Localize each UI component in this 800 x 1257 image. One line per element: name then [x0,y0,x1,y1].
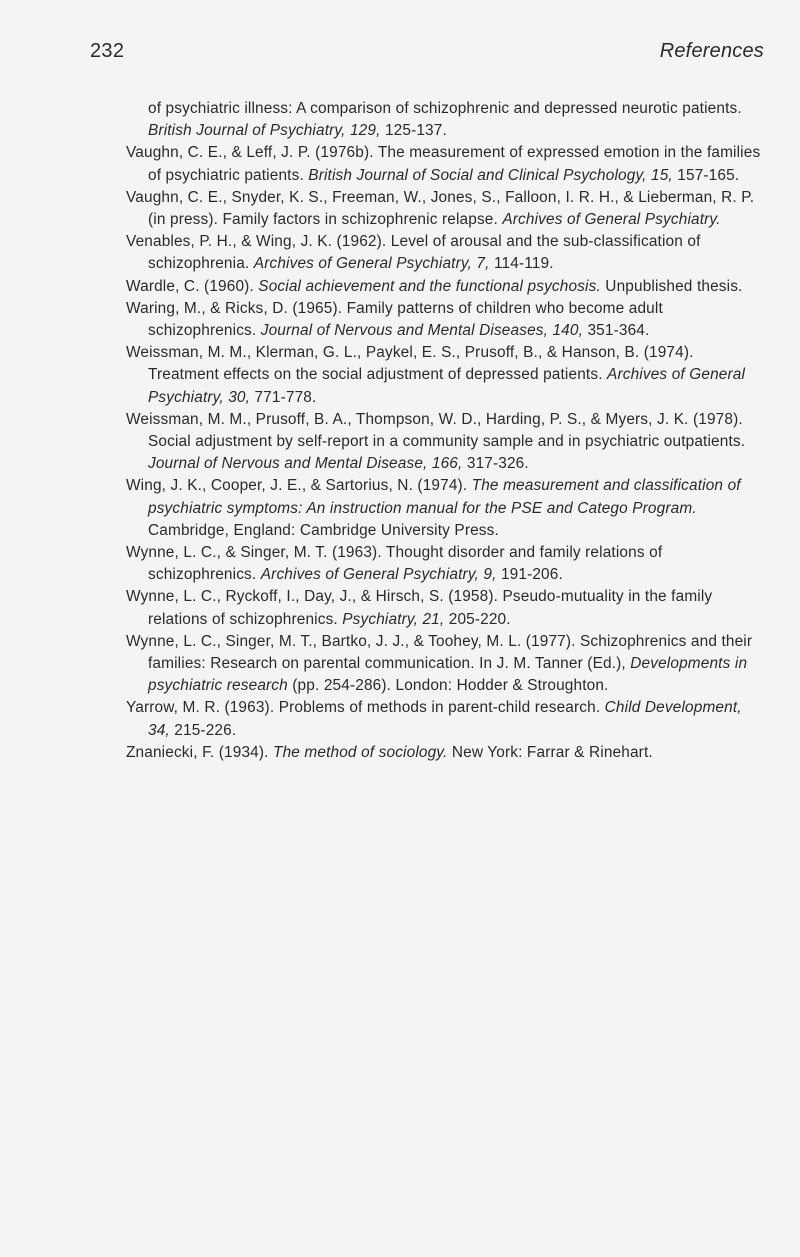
reference-text: 125-137. [380,122,447,140]
reference-source-title: Child Development, 34, [148,699,742,739]
reference-entry [126,98,766,142]
reference-source-title: Archives of General Psychiatry. [502,211,721,229]
reference-source-title: Archives of General Psychiatry, 9, [260,566,497,584]
running-head: References [659,40,764,62]
reference-entry [126,276,766,298]
reference-source-title: British Journal of Psychiatry, 129, [148,122,381,140]
reference-text: Vaughn, C. E., & Leff, J. P. (1976b). The measurement of expressed emotion in the families of psychiatric patients. [126,144,761,184]
reference-entry [126,342,766,409]
reference-text: New York: Farrar & Rinehart. [447,743,653,761]
reference-entry [126,631,766,698]
reference-source-title: Journal of Nervous and Mental Diseases, 140, [260,322,584,340]
reference-text: 205-220. [444,610,511,628]
reference-text: Znaniecki, F. (1934). [126,743,274,761]
page-number: 232 [90,40,125,62]
reference-text: Venables, P. H., & Wing, J. K. (1962). Level of arousal and the sub-classification of schizophrenia. [126,233,701,273]
reference-text: of psychiatric illness: A comparison of schizophrenic and depressed neurotic patients. [148,100,742,117]
reference-source-title: Archives of General Psychiatry, 30, [148,366,746,406]
reference-text: 317-326. [462,455,529,473]
reference-text: 351-364. [583,322,650,340]
reference-text: Unpublished thesis. [600,277,743,295]
reference-entry [126,742,766,764]
reference-text: Vaughn, C. E., Snyder, K. S., Freeman, W., Jones, S., Falloon, I. R. H., & Lieberman, R. P. (in press). Family factors in schizophrenic relapse. [126,188,755,229]
reference-text: Yarrow, M. R. (1963). Problems of methods in parent-child research. [126,699,605,717]
reference-entry [126,475,766,542]
reference-text: Wardle, C. (1960). [126,277,259,295]
reference-text: Wynne, L. C., Ryckoff, I., Day, J., & Hirsch, S. (1958). Pseudo-mutuality in the family relations of schizophrenics. [126,588,713,628]
reference-text: 157-165. [672,166,740,184]
reference-text: Wynne, L. C., & Singer, M. T. (1963). Thought disorder and family relations of schizophrenics. [126,544,663,584]
reference-entry [126,586,766,630]
reference-text: Weissman, M. M., Prusoff, B. A., Thompson, W. D., Harding, P. S., & Myers, J. K. (1978). Social adjustment by self-report in a community sample and in psychiatric outpatients. [126,410,746,451]
reference-text: Weissman, M. M., Klerman, G. L., Paykel, E. S., Prusoff, B., & Hanson, B. (1974). Treatment effects on the social adjustment of depressed patients. [126,344,694,384]
reference-text: 215-226. [169,721,237,739]
reference-source-title: The measurement and classification of psychiatric symptoms: An instruction manual for the PSE and Catego Program. [148,477,741,517]
reference-text: Wynne, L. C., Singer, M. T., Bartko, J. J., & Toohey, M. L. (1977). Schizophrenics and their families: Research on parental communication. In J. M. Tanner (Ed.), [126,632,753,673]
reference-text: 114-119. [489,255,554,273]
reference-entry [126,142,766,186]
reference-entry [126,187,766,231]
reference-entry [126,231,766,275]
reference-text: Cambridge, England: Cambridge University Press. [148,521,499,539]
page-header [90,40,764,72]
reference-source-title: British Journal of Social and Clinical Psychology, 15, [308,166,673,184]
reference-source-title: Psychiatry, 21, [342,610,445,628]
reference-text: Waring, M., & Ricks, D. (1965). Family patterns of children who become adult schizophrenics. [126,299,663,340]
reference-list [126,98,766,764]
reference-text: 771-778. [250,388,317,406]
reference-text: 191-206. [496,566,563,584]
reference-entry [126,409,766,476]
reference-source-title: The method of sociology. [273,743,448,761]
reference-source-title: Journal of Nervous and Mental Disease, 166, [148,455,463,473]
reference-text: Wing, J. K., Cooper, J. E., & Sartorius, N. (1974). [126,477,472,495]
reference-source-title: Developments in psychiatric research [148,655,748,695]
reference-entry [126,298,766,342]
reference-source-title: Archives of General Psychiatry, 7, [253,255,490,273]
reference-entry [126,697,766,741]
reference-entry [126,542,766,586]
reference-text: (pp. 254-286). London: Hodder & Stroughton. [287,677,609,695]
reference-source-title: Social achievement and the functional psychosis. [258,277,601,295]
